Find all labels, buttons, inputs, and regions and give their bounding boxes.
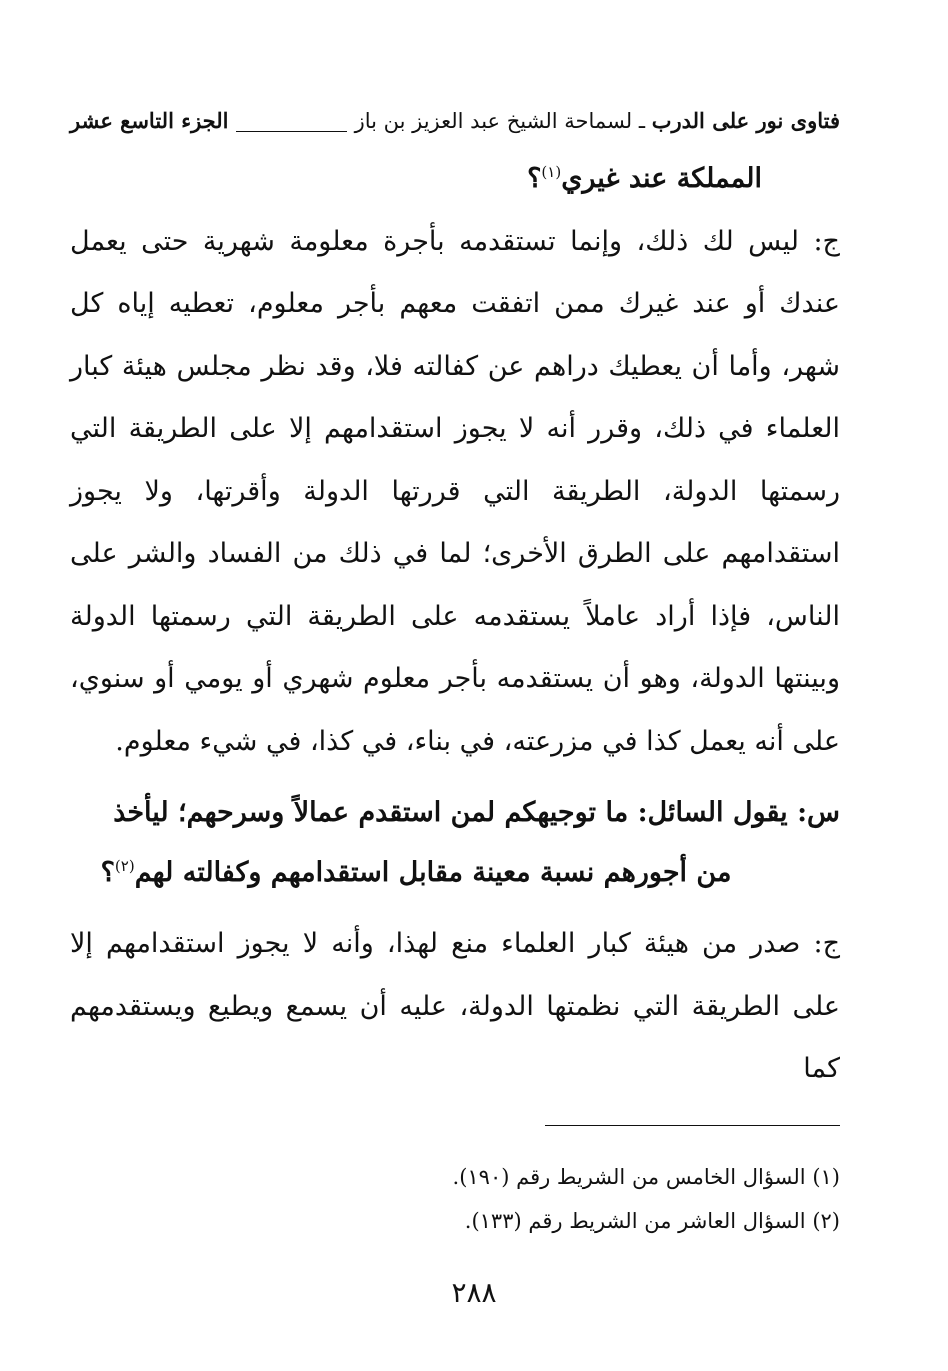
answer-paragraph-2: ج: صدر من هيئة كبار العلماء منع لهذا، وأنه لا يجوز استقدامهم إلا على الطريقة التي نظمتها الدولة، عليه أن يسمع ويطيع ويستقدمهم كما xyxy=(70,928,840,1084)
continued-question xyxy=(70,148,840,211)
page-number: ٢٨٨ xyxy=(451,1276,497,1309)
footnote-separator xyxy=(545,1125,840,1126)
footnote-ref-1: (١) xyxy=(541,163,562,181)
question-2-mark: ؟ xyxy=(100,857,115,888)
answer-paragraph-1: ج: ليس لك ذلك، وإنما تستقدمه بأجرة معلومة شهرية حتى يعمل عندك أو عند غيرك ممن اتفقت معهم بأجر معلوم، تعطيه إياه كل شهر، وأما أن يعطيك دراهم عن كفالته فلا، وقد نظر مجلس هيئة كبار العلماء في ذلك، وقرر أنه لا يجوز استقدامهم إلا على الطريقة التي رسمتها الدولة، الطريقة التي قررتها الدولة وأقرتها، ولا يجوز استقدامهم على الطرق الأخرى؛ لما في ذلك من الفساد والشر على الناس، فإذا أراد عاملاً يستقدمه على الطريقة التي رسمتها الدولة وبينتها الدولة، وهو أن يستقدمه بأجر معلوم شهري أو يومي أو سنوي، على أنه يعمل كذا في مزرعته، في بناء، في كذا، في شيء معلوم. xyxy=(70,225,840,757)
footnote-ref-2: (٢) xyxy=(114,857,135,875)
continued-question-text: المملكة عند غيري xyxy=(561,163,762,194)
footnote-2: (٢) السؤال العاشر من الشريط رقم (١٣٣). xyxy=(464,1209,840,1233)
question-2-line-2-text: من أجورهم نسبة معينة مقابل استقدامهم وكفالته لهم xyxy=(134,857,732,888)
page-body xyxy=(70,104,840,1101)
footnote-1: (١) السؤال الخامس من الشريط رقم (١٩٠). xyxy=(452,1165,840,1189)
author-name: ـ لسماحة الشيخ عبد العزيز بن باز xyxy=(354,109,646,133)
question-mark: ؟ xyxy=(527,163,542,194)
footnotes xyxy=(70,1155,840,1243)
running-header xyxy=(70,104,840,144)
question-2-line-1: س: يقول السائل: ما توجيهكم لمن استقدم عمالاً وسرحهم؛ ليأخذ xyxy=(113,797,840,828)
book-title: فتاوى نور على الدرب xyxy=(651,108,840,133)
volume-part: الجزء التاسع عشر xyxy=(70,108,229,133)
question-2-line-2 xyxy=(70,843,840,903)
header-dash-line xyxy=(236,117,346,132)
